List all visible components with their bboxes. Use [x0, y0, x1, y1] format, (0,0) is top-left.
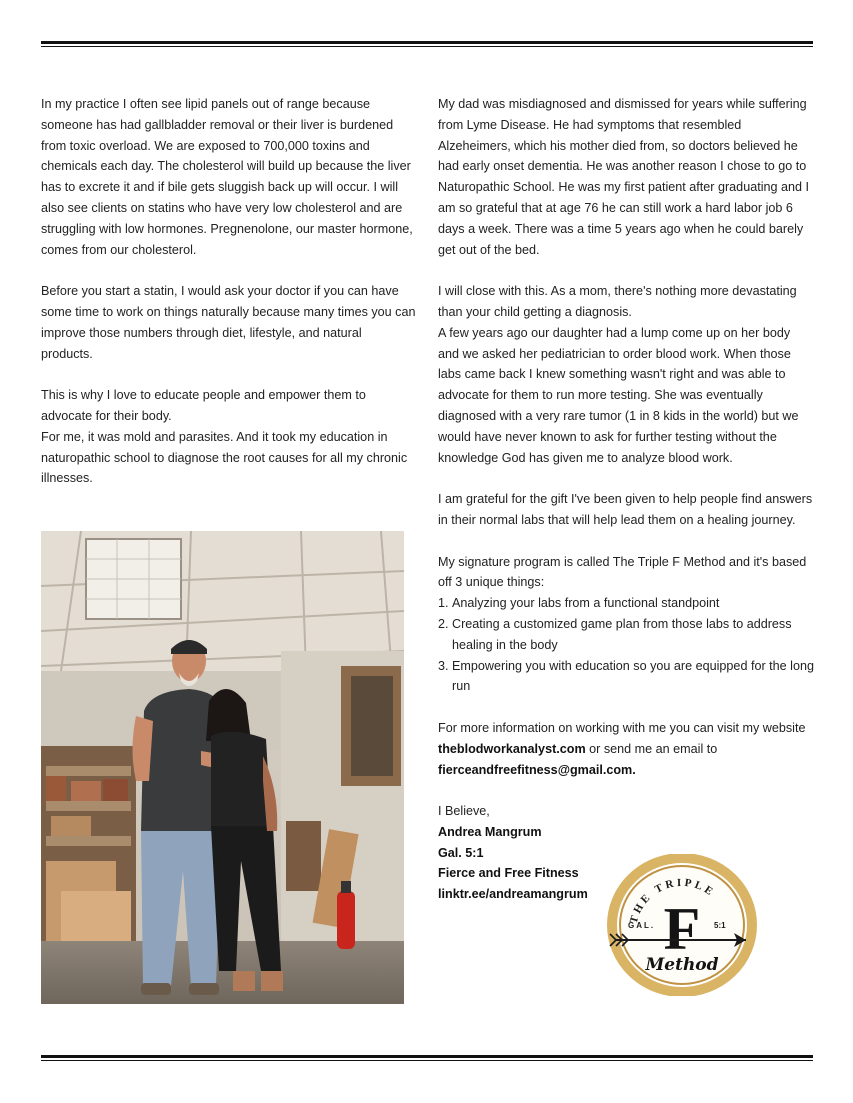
logo-arc-text: THE TRIPLE	[627, 876, 718, 925]
contact-text-mid: or send me an email to	[585, 741, 718, 756]
paragraph-daughter-tumor: A few years ago our daughter had a lump come up on her body and we asked her pediatrician to order blood work. When those labs came back I knew something wasn't right and was able to advocate for them to run more testing. She was eventually diagnosed with a very rare tumor (1 in 8 kids in the world) but we would have never known to ask for further testing without the knowledge God has given me to analyze blood work.	[438, 325, 799, 465]
list-item: 2. Creating a customized game plan from those labs to address healing in the body	[452, 614, 814, 656]
closing-line: I Believe,	[438, 804, 490, 819]
left-column	[41, 94, 416, 489]
paragraph-lipid-panels: In my practice I often see lipid panels out of range because someone has had gallbladder removal or their liver is burdened from toxic overload. We are exposed to 700,000 toxins and chemicals each day. The cholesterol will build up because the liver has to excrete it and if bile gets sluggish back up will occur. I will also see clients on statins who have very low cholesterol and are struggling with low hormones. Pregnenolone, our master hormone, comes from our cholesterol.	[41, 97, 413, 257]
website-link[interactable]: theblodworkanalyst.com	[438, 741, 586, 756]
signature-link[interactable]: linktr.ee/andreamangrum	[438, 887, 588, 902]
list-item: 3. Empowering you with education so you are equipped for the long run	[452, 656, 814, 698]
logo-gal-left: GAL.	[628, 921, 656, 930]
signature-verse: Gal. 5:1	[438, 845, 484, 860]
email-link[interactable]: fierceandfreefitness@gmail.com.	[438, 762, 636, 777]
logo-script: Method	[645, 955, 719, 975]
paragraph-grateful: I am grateful for the gift I've been given to help people find answers in their normal labs that will help lead them on a healing journey.	[438, 492, 813, 527]
paragraph-mold-parasites: For me, it was mold and parasites. And it took my education in naturopathic school to diagnose the root causes for all my chronic illnesses.	[41, 429, 408, 486]
paragraph-statin-advice: Before you start a statin, I would ask your doctor if you can have some time to work on things naturally because many times you can improve those numbers through diet, lifestyle, and natural products.	[41, 284, 416, 361]
paragraph-closing-mom: I will close with this. As a mom, there's nothing more devastating than your child getting a diagnosis.	[438, 284, 797, 319]
author-with-father-photo	[41, 531, 404, 1004]
triple-f-method-logo	[606, 854, 758, 996]
bottom-divider	[41, 1055, 813, 1061]
right-column	[438, 94, 814, 905]
signature-business: Fierce and Free Fitness	[438, 866, 579, 881]
paragraph-signature-program: My signature program is called The Triple F Method and it's based off 3 unique things:	[438, 554, 807, 590]
logo-gal-right: 5:1	[714, 921, 726, 930]
paragraph-contact	[438, 718, 814, 780]
paragraph-educate: This is why I love to educate people and empower them to advocate for their body.	[41, 388, 366, 423]
top-divider	[41, 41, 813, 47]
logo-letter: F	[663, 896, 701, 962]
list-item: 1. Analyzing your labs from a functional standpoint	[452, 593, 814, 614]
signature-name: Andrea Mangrum	[438, 824, 542, 839]
program-list	[438, 593, 814, 697]
paragraph-dad-lyme: My dad was misdiagnosed and dismissed for years while suffering from Lyme Disease. He had symptoms that resembled Alzeheimers, which his mother died from, so doctors believed he had early onset dementia. He was another reason I chose to go to Naturopathic School. He was my first patient after graduating and I am so grateful that at age 76 he can still work a hard labor job 6 days a week. There was a time 5 years ago when he could barely get out of the bed.	[438, 97, 810, 257]
contact-text-pre: For more information on working with me you can visit my website	[438, 720, 806, 735]
